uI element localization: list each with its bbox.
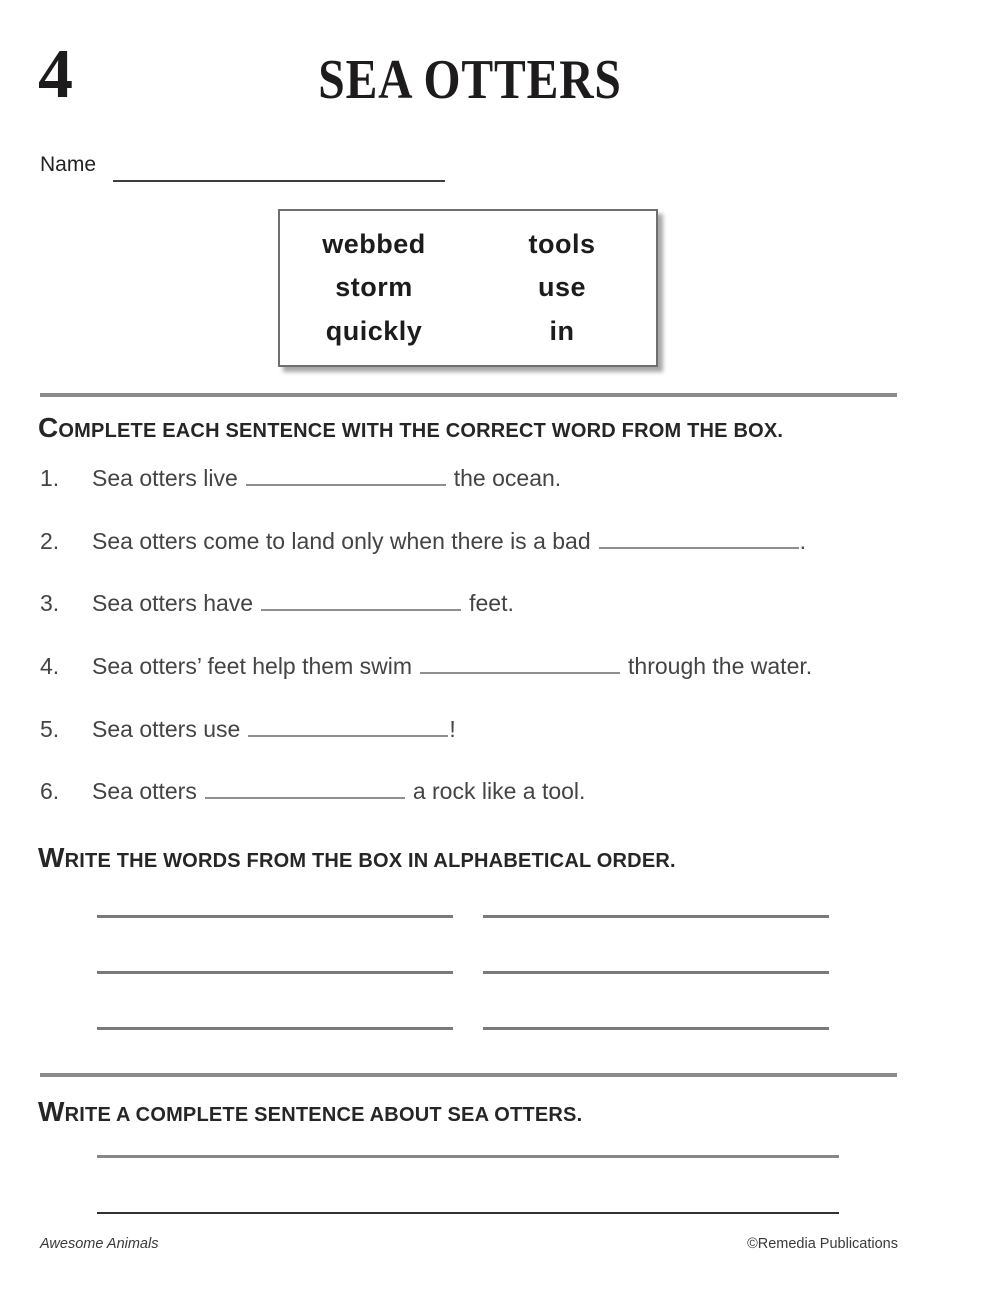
sentence-text-pre: Sea otters use [92, 716, 241, 742]
sentence-text-pre: Sea otters [92, 778, 197, 804]
sentence-text-post: ! [449, 716, 456, 742]
sentence-row [40, 773, 960, 806]
sentence-4-blank[interactable] [420, 648, 620, 674]
word-box-word: storm [335, 272, 413, 303]
footer-publisher: ©Remedia Publications [747, 1236, 898, 1252]
word-box-word: webbed [322, 229, 426, 260]
sentence-text-post: the ocean. [453, 465, 562, 491]
sentence-3-blank[interactable] [261, 585, 461, 611]
page-title: SEA OTTERS [318, 49, 622, 111]
sentence-number: 6. [40, 778, 60, 804]
word-box-word: use [537, 272, 587, 303]
exercise2-heading: WRITE THE WORDS FROM THE BOX IN ALPHABETICAL ORDER. [38, 842, 676, 873]
sentence-row [40, 585, 960, 618]
sentence-write-line-2[interactable] [97, 1212, 839, 1214]
alpha-order-line-3[interactable] [97, 1027, 453, 1030]
alpha-order-line-1[interactable] [97, 915, 453, 918]
alpha-order-line-2[interactable] [97, 971, 453, 974]
sentence-row [40, 460, 960, 493]
sentence-text-post: . [799, 528, 807, 554]
name-input-line[interactable] [113, 180, 445, 182]
alpha-order-line-6[interactable] [483, 1027, 829, 1030]
sentence-text-post: through the water. [628, 653, 813, 679]
word-box [278, 209, 658, 367]
word-box-word: tools [528, 229, 596, 260]
sentence-text-post: a rock like a tool. [412, 778, 586, 804]
exercise3-heading: WRITE A COMPLETE SENTENCE ABOUT SEA OTTERS. [38, 1096, 583, 1127]
alpha-order-line-5[interactable] [483, 971, 829, 974]
section-divider [40, 393, 897, 397]
word-box-word: in [549, 315, 575, 346]
sentence-5-blank[interactable] [248, 711, 448, 737]
sentence-number: 5. [40, 716, 60, 742]
sentence-row [40, 648, 960, 681]
sentence-row [40, 711, 960, 744]
sentence-text-post: feet. [469, 590, 514, 616]
sentence-text-pre: Sea otters’ feet help them swim [92, 653, 413, 679]
word-box-word: quickly [325, 315, 423, 346]
sentence-6-blank[interactable] [205, 773, 405, 799]
sentence-number: 2. [40, 528, 60, 554]
sentence-number: 1. [40, 465, 60, 491]
sentence-2-blank[interactable] [599, 523, 799, 549]
name-label: Name [40, 153, 97, 176]
sentence-text-pre: Sea otters come to land only when there is a bad [92, 528, 591, 554]
sentence-row [40, 523, 960, 556]
sentence-write-line-1[interactable] [97, 1155, 839, 1158]
sentence-number: 4. [40, 653, 60, 679]
page-number: 4 [38, 36, 73, 113]
footer-book-title: Awesome Animals [40, 1236, 159, 1252]
sentence-text-pre: Sea otters have [92, 590, 254, 616]
exercise1-heading: COMPLETE EACH SENTENCE WITH THE CORRECT WORD FROM THE BOX. [38, 412, 784, 443]
section-divider [40, 1073, 897, 1077]
sentence-1-blank[interactable] [246, 460, 446, 486]
sentence-number: 3. [40, 590, 60, 616]
sentence-text-pre: Sea otters live [92, 465, 238, 491]
alpha-order-line-4[interactable] [483, 915, 829, 918]
